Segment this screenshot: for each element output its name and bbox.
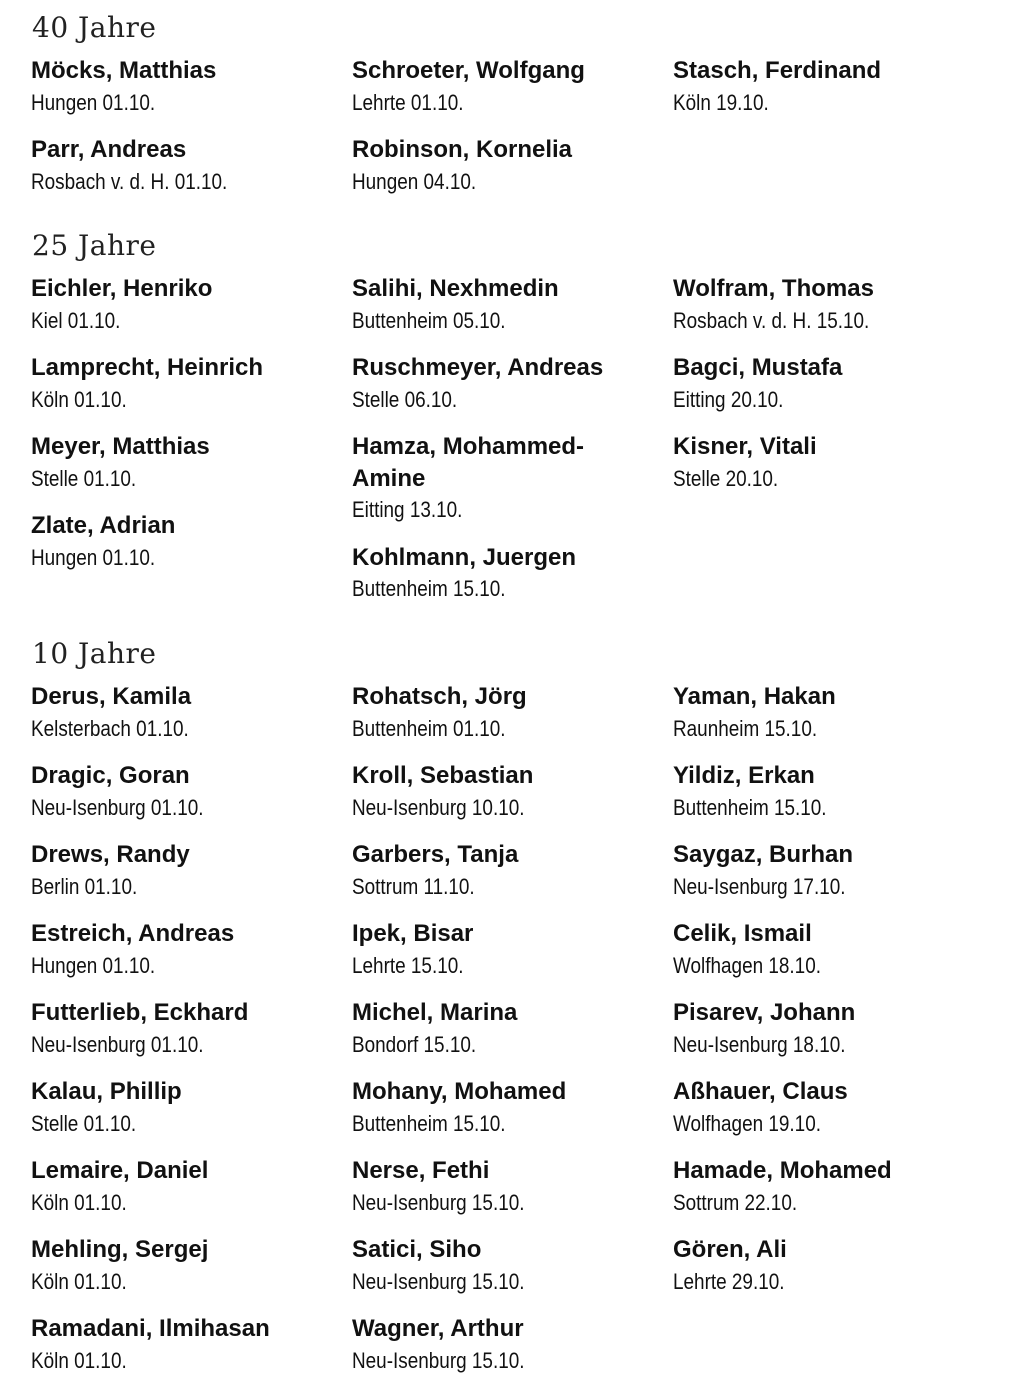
location-date: Neu-Isenburg 18.10. [673,1031,846,1057]
column-1 [31,55,341,197]
list-item [352,1313,662,1376]
list-item [673,352,983,415]
location-date: Hungen 01.10. [31,544,156,570]
list-item [31,1234,341,1297]
section-title: 25 Jahre [32,229,157,262]
location-date: Neu-Isenburg 15.10. [352,1268,525,1294]
location-date: Köln 01.10. [31,386,127,412]
employee-name: Garbers, Tanja [352,841,519,868]
list-item [31,839,341,902]
location-date: Raunheim 15.10. [673,715,818,741]
location-date: Stelle 06.10. [352,386,458,412]
location-date: Köln 01.10. [31,1189,127,1215]
location-date: Lehrte 01.10. [352,89,464,115]
employee-name: Kalau, Phillip [31,1078,182,1105]
location-date: Buttenheim 01.10. [352,715,506,741]
employee-name: Mehling, Sergej [31,1236,209,1263]
location-date: Kiel 01.10. [31,307,121,333]
location-date: Neu-Isenburg 17.10. [673,873,846,899]
employee-name: Stasch, Ferdinand [673,57,882,84]
list-item [352,1155,662,1218]
employee-name: Hamza, Mohammed-Amine [352,433,585,492]
list-item [31,55,341,118]
employee-name: Derus, Kamila [31,683,192,710]
employee-name: Michel, Marina [352,999,518,1026]
employee-name: Bagci, Mustafa [673,354,843,381]
location-date: Kelsterbach 01.10. [31,715,189,741]
employee-name: Kisner, Vitali [673,433,817,460]
list-item [673,997,983,1060]
location-date: Buttenheim 15.10. [673,794,827,820]
employee-name: Yildiz, Erkan [673,762,815,789]
list-item [673,273,983,336]
employee-name: Zlate, Adrian [31,512,176,539]
location-date: Hungen 01.10. [31,89,156,115]
list-item [31,1313,341,1376]
location-date: Stelle 01.10. [31,1110,137,1136]
location-date: Stelle 20.10. [673,465,779,491]
list-item [31,273,341,336]
list-item [352,760,662,823]
list-item [352,839,662,902]
employee-name: Yaman, Hakan [673,683,836,710]
location-date: Rosbach v. d. H. 15.10. [673,307,870,333]
list-item [31,997,341,1060]
list-item [673,431,983,494]
employee-name: Lamprecht, Heinrich [31,354,264,381]
column-2 [352,55,662,197]
section-title: 10 Jahre [32,637,157,670]
employee-name: Nerse, Fethi [352,1157,490,1184]
employee-name: Wagner, Arthur [352,1315,524,1342]
location-date: Rosbach v. d. H. 01.10. [31,168,228,194]
list-item [31,134,341,197]
list-item [352,134,662,197]
employee-name: Futterlieb, Eckhard [31,999,249,1026]
list-item [673,681,983,744]
location-date: Neu-Isenburg 15.10. [352,1347,525,1373]
list-item [673,1155,983,1218]
employee-name: Celik, Ismail [673,920,812,947]
location-date: Köln 01.10. [31,1347,127,1373]
location-date: Berlin 01.10. [31,873,138,899]
column-1 [31,681,341,1376]
list-item [352,681,662,744]
list-item [31,1076,341,1139]
employee-name: Hamade, Mohamed [673,1157,892,1184]
employee-name: Mohany, Mohamed [352,1078,567,1105]
location-date: Neu-Isenburg 01.10. [31,794,204,820]
location-date: Lehrte 15.10. [352,952,464,978]
location-date: Sottrum 22.10. [673,1189,798,1215]
employee-name: Satici, Siho [352,1236,482,1263]
location-date: Eitting 20.10. [673,386,784,412]
location-date: Lehrte 29.10. [673,1268,785,1294]
employee-name: Parr, Andreas [31,136,187,163]
column-1 [31,273,341,573]
list-item [352,352,662,415]
list-item [352,55,662,118]
employee-name: Estreich, Andreas [31,920,235,947]
column-3 [673,55,983,118]
employee-name: Salihi, Nexhmedin [352,275,559,302]
employee-name: Robinson, Kornelia [352,136,573,163]
list-item [352,997,662,1060]
employee-name: Meyer, Matthias [31,433,210,460]
employee-name: Ipek, Bisar [352,920,474,947]
list-item [31,918,341,981]
list-item [31,431,341,494]
location-date: Wolfhagen 19.10. [673,1110,821,1136]
location-date: Neu-Isenburg 10.10. [352,794,525,820]
location-date: Neu-Isenburg 01.10. [31,1031,204,1057]
employee-name: Lemaire, Daniel [31,1157,209,1184]
employee-name: Wolfram, Thomas [673,275,874,302]
location-date: Hungen 01.10. [31,952,156,978]
employee-name: Gören, Ali [673,1236,787,1263]
list-item [31,681,341,744]
list-item [673,918,983,981]
list-item [31,1155,341,1218]
list-item [352,273,662,336]
list-item [673,1234,983,1297]
employee-name: Pisarev, Johann [673,999,856,1026]
list-item [352,1234,662,1297]
employee-name: Schroeter, Wolfgang [352,57,585,84]
employee-name: Saygaz, Burhan [673,841,854,868]
column-3 [673,681,983,1297]
employee-name: Kohlmann, Juergen [352,543,577,571]
column-3 [673,273,983,494]
employee-name: Möcks, Matthias [31,57,217,84]
list-item [673,760,983,823]
section-title: 40 Jahre [32,11,157,44]
location-date: Hungen 04.10. [352,168,477,194]
employee-name: Ruschmeyer, Andreas [352,354,604,381]
employee-name: Eichler, Henriko [31,275,213,302]
employee-name: Aßhauer, Claus [673,1078,848,1105]
location-date: Köln 19.10. [673,89,769,115]
location-date: Neu-Isenburg 15.10. [352,1189,525,1215]
location-date: Bondorf 15.10. [352,1031,477,1057]
location-date: Stelle 01.10. [31,465,137,491]
list-item [673,1076,983,1139]
employee-name: Rohatsch, Jörg [352,683,527,710]
list-item [352,431,662,526]
employee-name: Ramadani, Ilmihasan [31,1315,270,1342]
column-2 [352,273,662,605]
list-item [673,839,983,902]
list-item [352,1076,662,1139]
list-item [31,510,341,573]
list-item [31,760,341,823]
location-date: Buttenheim 15.10. [352,1110,506,1136]
location-date: Wolfhagen 18.10. [673,952,821,978]
location-date: Sottrum 11.10. [352,873,475,899]
location-date: Buttenheim 05.10. [352,307,506,333]
location-date: Buttenheim 15.10. [352,576,506,601]
employee-name: Drews, Randy [31,841,190,868]
employee-name: Kroll, Sebastian [352,762,534,789]
list-item [31,352,341,415]
list-item [352,918,662,981]
location-date: Köln 01.10. [31,1268,127,1294]
list-item [352,542,662,605]
employee-name: Dragic, Goran [31,762,190,789]
column-2 [352,681,662,1376]
list-item [673,55,983,118]
location-date: Eitting 13.10. [352,497,463,522]
